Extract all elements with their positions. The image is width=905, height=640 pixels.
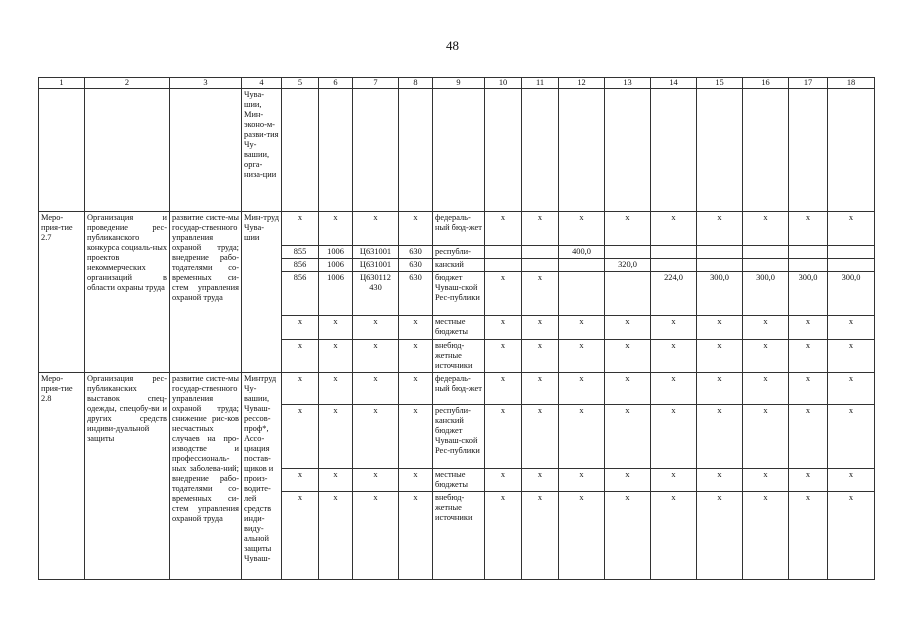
column-number-13: 13 — [605, 78, 651, 89]
funding-source: канский — [433, 259, 485, 272]
budget-grbs: 856 — [282, 259, 319, 272]
budget-target-article: x — [353, 212, 399, 246]
year-value-14 — [651, 259, 697, 272]
year-value-11: x — [522, 405, 559, 469]
measure-executor: Минтруд Чу-вашии, Чуваш-рессов-проф*, Ассо-циация постав-щиков и произ-водите-лей средств инди-виду-альной защиты Чуваш- — [242, 373, 282, 580]
year-value-16: x — [743, 469, 789, 492]
measure-goal: развитие систе-мы государ-ственного управления охраной труда; снижение рис-ков несчастных случаев на про-изводстве и профессиональ-ных заболева-ний; внедрение рабо-тодателями со-временных си-стем управления охраной труда — [170, 373, 242, 580]
year-value-12: x — [559, 405, 605, 469]
year-value-13 — [605, 246, 651, 259]
funding-source: местные бюджеты — [433, 316, 485, 340]
year-value-10: x — [485, 492, 522, 580]
year-value-17 — [789, 246, 828, 259]
year-value-12: x — [559, 373, 605, 405]
measure-name: Организация и проведение рес-публиканского конкурса социаль-ных проектов некоммерческих организаций в области охраны труда — [85, 212, 170, 373]
funding-source: внебюд-жетные источники — [433, 492, 485, 580]
budget-expense-type: x — [399, 469, 433, 492]
budget-section: 1006 — [319, 259, 353, 272]
column-number-2: 2 — [85, 78, 170, 89]
year-value-17: x — [789, 405, 828, 469]
year-value-18: x — [828, 469, 875, 492]
year-value-10: x — [485, 212, 522, 246]
funding-source: республи-канский бюджет Чуваш-ской Рес-публики — [433, 405, 485, 469]
budget-expense-type: x — [399, 492, 433, 580]
measure-goal: развитие систе-мы государ-ственного управления охраной труда; внедрение рабо-тодателями со-временных си-стем управления охраной труда — [170, 212, 242, 373]
measure-code: Меро-прия-тие 2.7 — [39, 212, 85, 373]
budget-expense-type: 630 — [399, 272, 433, 316]
year-value-11: x — [522, 373, 559, 405]
budget-grbs: x — [282, 316, 319, 340]
year-value-18: x — [828, 373, 875, 405]
budget-grbs: x — [282, 340, 319, 373]
budget-target-article: x — [353, 405, 399, 469]
year-value-15: x — [697, 316, 743, 340]
budget-table-wrapper — [38, 77, 861, 580]
budget-table — [38, 77, 875, 580]
budget-target-article: x — [353, 492, 399, 580]
year-value-12: x — [559, 492, 605, 580]
column-number-12: 12 — [559, 78, 605, 89]
year-value-11 — [522, 246, 559, 259]
budget-expense-type: x — [399, 212, 433, 246]
year-value-18: x — [828, 492, 875, 580]
year-value-17: 300,0 — [789, 272, 828, 316]
column-number-14: 14 — [651, 78, 697, 89]
year-value-15: 300,0 — [697, 272, 743, 316]
budget-grbs: x — [282, 212, 319, 246]
year-value-14: x — [651, 373, 697, 405]
year-value-17: x — [789, 340, 828, 373]
year-value-13: x — [605, 212, 651, 246]
year-value-15: x — [697, 492, 743, 580]
budget-target-article: x — [353, 469, 399, 492]
year-value-13: x — [605, 469, 651, 492]
year-value-12: x — [559, 212, 605, 246]
column-number-row — [39, 78, 875, 89]
budget-expense-type: 630 — [399, 259, 433, 272]
year-value-11: x — [522, 316, 559, 340]
year-value-18: x — [828, 316, 875, 340]
year-value-17: x — [789, 492, 828, 580]
measure-row — [39, 373, 875, 405]
year-value-15: x — [697, 469, 743, 492]
budget-grbs: x — [282, 405, 319, 469]
year-value-16: x — [743, 212, 789, 246]
year-value-14 — [651, 246, 697, 259]
year-value-12 — [559, 272, 605, 316]
column-number-18: 18 — [828, 78, 875, 89]
year-value-16: x — [743, 492, 789, 580]
year-value-18: x — [828, 405, 875, 469]
funding-source: местные бюджеты — [433, 469, 485, 492]
year-value-13: x — [605, 373, 651, 405]
year-value-11: x — [522, 272, 559, 316]
year-value-14: 224,0 — [651, 272, 697, 316]
year-value-17: x — [789, 469, 828, 492]
budget-grbs: x — [282, 373, 319, 405]
year-value-18 — [828, 259, 875, 272]
budget-section: 1006 — [319, 272, 353, 316]
year-value-11: x — [522, 212, 559, 246]
column-number-4: 4 — [242, 78, 282, 89]
year-value-14: x — [651, 316, 697, 340]
year-value-10: x — [485, 340, 522, 373]
measure-row — [39, 212, 875, 246]
column-number-1: 1 — [39, 78, 85, 89]
column-number-7: 7 — [353, 78, 399, 89]
budget-expense-type: x — [399, 316, 433, 340]
year-value-14: x — [651, 492, 697, 580]
year-value-10: x — [485, 373, 522, 405]
column-number-11: 11 — [522, 78, 559, 89]
budget-section: x — [319, 316, 353, 340]
year-value-10 — [485, 246, 522, 259]
year-value-13: x — [605, 340, 651, 373]
funding-source: республи- — [433, 246, 485, 259]
year-value-12 — [559, 259, 605, 272]
column-number-5: 5 — [282, 78, 319, 89]
year-value-15 — [697, 246, 743, 259]
year-value-15: x — [697, 212, 743, 246]
funding-source: бюджет Чуваш-ской Рес-публики — [433, 272, 485, 316]
year-value-17: x — [789, 212, 828, 246]
year-value-16: 300,0 — [743, 272, 789, 316]
budget-target-article: Ц630112 430 — [353, 272, 399, 316]
budget-target-article: Ц631001 — [353, 259, 399, 272]
year-value-11: x — [522, 340, 559, 373]
budget-target-article: x — [353, 373, 399, 405]
continuation-row — [39, 89, 875, 212]
year-value-15 — [697, 259, 743, 272]
year-value-15: x — [697, 405, 743, 469]
year-value-18 — [828, 246, 875, 259]
budget-section: x — [319, 492, 353, 580]
year-value-16: x — [743, 316, 789, 340]
year-value-11: x — [522, 469, 559, 492]
continuation-executor: Чува-шии, Мин-эконо-м-разви-тия Чу-вашии, орга-низа-ции — [242, 89, 282, 212]
year-value-10: x — [485, 272, 522, 316]
year-value-10: x — [485, 405, 522, 469]
column-number-17: 17 — [789, 78, 828, 89]
year-value-17: x — [789, 316, 828, 340]
year-value-12: x — [559, 340, 605, 373]
year-value-15: x — [697, 373, 743, 405]
year-value-13: x — [605, 316, 651, 340]
year-value-15: x — [697, 340, 743, 373]
year-value-16: x — [743, 405, 789, 469]
budget-target-article: x — [353, 316, 399, 340]
budget-target-article: x — [353, 340, 399, 373]
measure-executor: Мин-труд Чува-шии — [242, 212, 282, 373]
budget-grbs: 856 — [282, 272, 319, 316]
year-value-16: x — [743, 373, 789, 405]
column-number-10: 10 — [485, 78, 522, 89]
measure-code: Меро-прия-тие 2.8 — [39, 373, 85, 580]
year-value-12: x — [559, 316, 605, 340]
column-number-16: 16 — [743, 78, 789, 89]
year-value-16 — [743, 259, 789, 272]
year-value-13: 320,0 — [605, 259, 651, 272]
budget-section: x — [319, 469, 353, 492]
year-value-13 — [605, 272, 651, 316]
column-number-15: 15 — [697, 78, 743, 89]
year-value-10 — [485, 259, 522, 272]
budget-grbs: 855 — [282, 246, 319, 259]
funding-source: федераль-ный бюд-жет — [433, 212, 485, 246]
year-value-14: x — [651, 405, 697, 469]
year-value-13: x — [605, 405, 651, 469]
budget-expense-type: 630 — [399, 246, 433, 259]
year-value-10: x — [485, 316, 522, 340]
year-value-14: x — [651, 469, 697, 492]
year-value-16: x — [743, 340, 789, 373]
budget-section: x — [319, 212, 353, 246]
year-value-17: x — [789, 373, 828, 405]
year-value-16 — [743, 246, 789, 259]
year-value-11 — [522, 259, 559, 272]
year-value-17 — [789, 259, 828, 272]
budget-section: 1006 — [319, 246, 353, 259]
funding-source: внебюд-жетные источники — [433, 340, 485, 373]
budget-grbs: x — [282, 469, 319, 492]
budget-expense-type: x — [399, 405, 433, 469]
year-value-10: x — [485, 469, 522, 492]
budget-grbs: x — [282, 492, 319, 580]
year-value-14: x — [651, 212, 697, 246]
budget-expense-type: x — [399, 373, 433, 405]
budget-section: x — [319, 373, 353, 405]
budget-target-article: Ц631001 — [353, 246, 399, 259]
year-value-18: x — [828, 212, 875, 246]
year-value-12: 400,0 — [559, 246, 605, 259]
page-number: 48 — [446, 38, 459, 53]
budget-expense-type: x — [399, 340, 433, 373]
year-value-18: 300,0 — [828, 272, 875, 316]
funding-source: федераль-ный бюд-жет — [433, 373, 485, 405]
column-number-8: 8 — [399, 78, 433, 89]
budget-section: x — [319, 340, 353, 373]
year-value-13: x — [605, 492, 651, 580]
column-number-6: 6 — [319, 78, 353, 89]
year-value-18: x — [828, 340, 875, 373]
year-value-14: x — [651, 340, 697, 373]
budget-section: x — [319, 405, 353, 469]
year-value-11: x — [522, 492, 559, 580]
column-number-9: 9 — [433, 78, 485, 89]
measure-name: Организация рес-публиканских выставок спец-одежды, спецобу-ви и других средств индиви-дуальной защиты — [85, 373, 170, 580]
column-number-3: 3 — [170, 78, 242, 89]
year-value-12: x — [559, 469, 605, 492]
